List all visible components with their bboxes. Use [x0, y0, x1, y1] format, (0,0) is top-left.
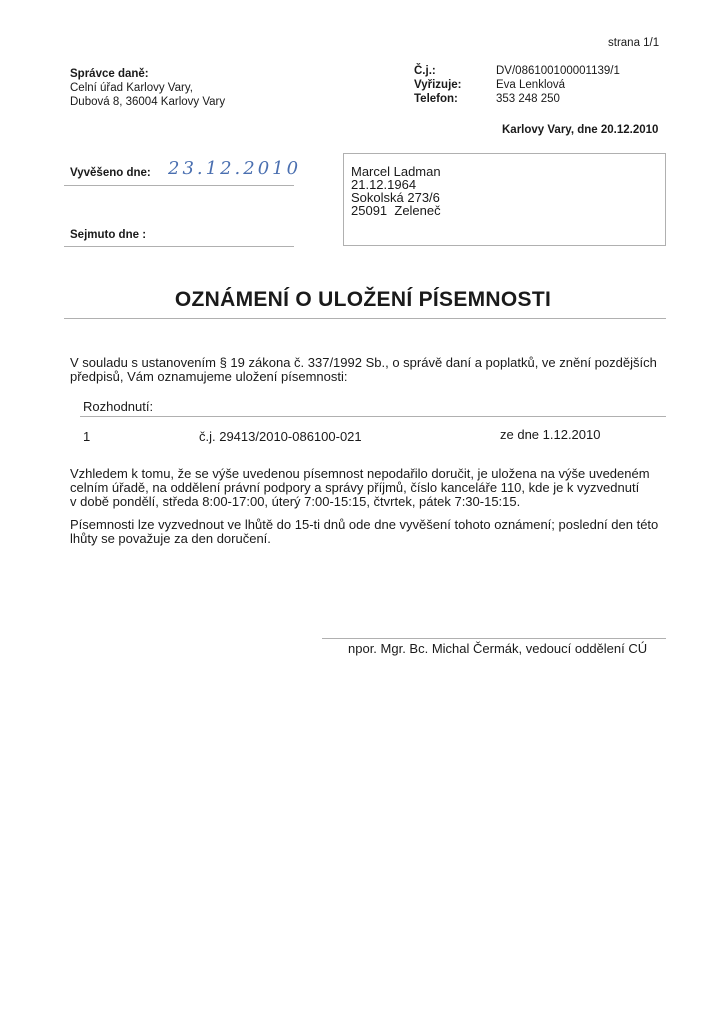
decision-number: 1	[83, 429, 91, 444]
intro-text	[70, 356, 657, 384]
posted-date-handwritten: 23.12.2010	[168, 158, 302, 179]
recipient-name: Marcel Ladman	[351, 164, 441, 179]
intro-line1: V souladu s ustanovením § 19 zákona č. 337/1992 Sb., o správě daní a poplatků, ve znění pozdějších	[70, 355, 657, 370]
phone-value: 353 248 250	[496, 93, 560, 105]
recipient-box	[343, 153, 666, 246]
reference-labels	[414, 64, 462, 106]
recipient-city: 25091 Zeleneč	[351, 203, 441, 218]
removed-divider	[64, 246, 294, 247]
decision-date: ze dne 1.12.2010	[500, 427, 601, 442]
decision-divider	[80, 416, 666, 417]
place-date: Karlovy Vary, dne 20.12.2010	[502, 124, 659, 136]
ref-value: DV/086100100001139/1	[496, 65, 620, 77]
storage-line2: celním úřadě, na oddělení právní podpory a správy příjmů, číslo kanceláře 110, kde je k vyzvednutí	[70, 480, 640, 495]
handler-value: Eva Lenklová	[496, 79, 566, 91]
administrator-block	[70, 67, 225, 109]
phone-label: Telefon:	[414, 93, 458, 105]
posted-label: Vyvěšeno dne:	[70, 167, 151, 179]
handler-label: Vyřizuje:	[414, 79, 462, 91]
removed-label: Sejmuto dne :	[70, 229, 147, 241]
title-divider	[64, 318, 666, 319]
recipient-street: Sokolská 273/6	[351, 190, 440, 205]
recipient-birth-date: 21.12.1964	[351, 177, 417, 192]
storage-line3: v době pondělí, středa 8:00-17:00, úterý 7:00-15:15, čtvrtek, pátek 7:30-15:15.	[70, 494, 521, 509]
decision-label: Rozhodnutí:	[83, 399, 154, 414]
page-number: strana 1/1	[608, 37, 660, 49]
pickup-line1: Písemnosti lze vyzvednout ve lhůtě do 15-ti dnů ode dne vyvěšení tohoto oznámení; poslední den této	[70, 517, 659, 532]
signature-line	[322, 638, 666, 639]
intro-line2: předpisů, Vám oznamujeme uložení písemnosti:	[70, 369, 348, 384]
administrator-label: Správce daně:	[70, 68, 149, 80]
storage-paragraph	[70, 467, 650, 509]
administrator-line1: Celní úřad Karlovy Vary,	[70, 82, 193, 94]
document-title: OZNÁMENÍ O ULOŽENÍ PÍSEMNOSTI	[174, 288, 552, 311]
pickup-paragraph	[70, 518, 658, 546]
reference-values	[496, 64, 620, 106]
signature-name: npor. Mgr. Bc. Michal Čermák, vedoucí oddělení CÚ	[348, 641, 648, 656]
pickup-line2: lhůty se považuje za den doručení.	[70, 531, 271, 546]
ref-label: Č.j.:	[414, 65, 436, 77]
storage-line1: Vzhledem k tomu, že se výše uvedenou písemnost nepodařilo doručit, je uložena na výše uvedeném	[70, 466, 650, 481]
recipient-address	[351, 165, 441, 217]
decision-reference: č.j. 29413/2010-086100-021	[199, 429, 362, 444]
administrator-line2: Dubová 8, 36004 Karlovy Vary	[70, 96, 226, 108]
posted-divider	[64, 185, 294, 186]
